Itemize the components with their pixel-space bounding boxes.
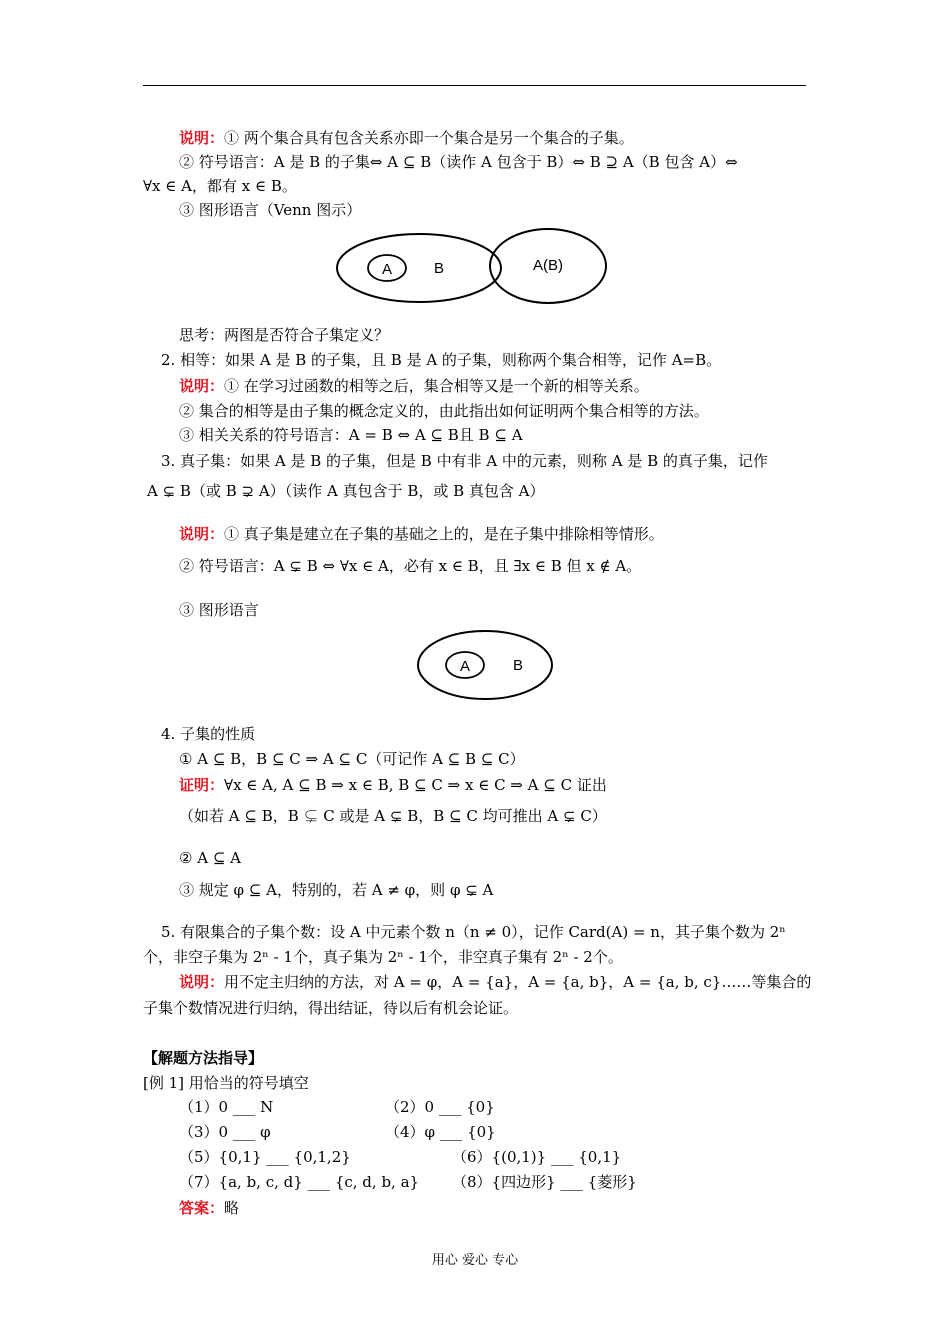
label-b: B [433,260,445,277]
header-rule [143,85,806,86]
section-4-heading: 4. 子集的性质 [161,725,256,743]
method-heading: 【解题方法指导】 [143,1049,264,1067]
ellipse-b [418,631,552,699]
question-6: （6）{(0,1)} ___ {0,1} [452,1148,622,1166]
question-8: （8）{四边形} ___ {菱形} [452,1173,637,1191]
section-3-proper-subset: 3. 真子集：如果 A 是 B 的子集，但是 B 中有非 A 中的元素，则称 A 是 B 的真子集，记作 [161,452,768,470]
section-5-note-cont: 子集个数情况进行归纳，得出结证，待以后有机会论证。 [143,999,519,1017]
symbol-language-line: ② 符号语言：A 是 B 的子集⇔ A ⊆ B（读作 A 包含于 B）⇔ B ⊇ A（B 包含 A）⇔ [179,153,738,171]
venn-diagram-subset [336,228,636,308]
question-5: （5）{0,1} ___ {0,1,2} [179,1148,351,1166]
note-line-1: 说明：① 两个集合具有包含关系亦即一个集合是另一个集合的子集。 [179,129,634,147]
question-3: （3）0 ___ φ [179,1123,271,1141]
section-2-equality: 2. 相等：如果 A 是 B 的子集，且 B 是 A 的子集，则称两个集合相等，记作 A=B。 [161,351,722,369]
section-4-property-2: ② A ⊆ A [179,849,241,867]
question-7: （7）{a, b, c, d} ___ {c, d, b, a} [179,1173,420,1191]
section-3-note-2: ② 符号语言：A ⊊ B ⇔ ∀x ∈ A，必有 x ∈ B，且 ∃x ∈ B 但 x ∉ A。 [179,557,642,575]
question-4: （4）φ ___ {0} [385,1123,496,1141]
section-3-note-1: 说明：① 真子集是建立在子集的基础之上的，是在子集中排除相等情形。 [179,525,664,543]
section-4-proof: 证明：∀x ∈ A, A ⊆ B ⇒ x ∈ B, B ⊆ C ⇒ x ∈ C ⇒ A ⊆ C 证出 [179,776,607,794]
section-2-note-2: ② 集合的相等是由子集的概念定义的，由此指出如何证明两个集合相等的方法。 [179,402,709,420]
section-5-count-cont: 个，非空子集为 2ⁿ - 1个，真子集为 2ⁿ - 1个，非空真子集有 2ⁿ - 2个。 [143,948,623,966]
label-a: A [459,658,471,675]
venn-heading: ③ 图形语言（Venn 图示） [179,201,362,219]
label-ab: A(B) [533,257,563,274]
venn-diagram-proper-subset [416,628,556,702]
section-3-note-3: ③ 图形语言 [179,601,259,619]
symbol-language-cont: ∀x ∈ A，都有 x ∈ B。 [143,177,297,195]
label-b: B [512,657,524,674]
section-4-remark: （如若 A ⊆ B，B ⊊ C 或是 A ⊊ B，B ⊆ C 均可推出 A ⊊ C） [179,807,607,825]
label-a: A [381,261,393,278]
section-4-property-3: ③ 规定 φ ⊆ A，特别的，若 A ≠ φ，则 φ ⊊ A [179,881,494,899]
answer-line: 答案：略 [179,1199,240,1217]
example-1-title: [例 1] 用恰当的符号填空 [143,1074,309,1092]
page-footer: 用心 爱心 专心 [431,1253,519,1268]
section-5-count: 5. 有限集合的子集个数：设 A 中元素个数 n（n ≠ 0），记作 Card(A) = n，其子集个数为 2ⁿ [161,923,786,941]
question-1: （1）0 ___ N [179,1098,274,1116]
section-5-note: 说明：用不定主归纳的方法，对 A = φ，A = {a}，A = {a, b}，A = {a, b, c}……等集合的 [179,973,812,991]
section-4-property-1: ① A ⊆ B，B ⊆ C ⇒ A ⊆ C（可记作 A ⊆ B ⊆ C） [179,750,525,768]
ellipse-b [337,234,501,302]
question-2: （2）0 ___ {0} [385,1098,495,1116]
think-question: 思考：两图是否符合子集定义？ [179,326,390,344]
section-2-note-3: ③ 相关关系的符号语言：A = B ⇔ A ⊆ B且 B ⊆ A [179,426,523,444]
section-2-note-1: 说明：① 在学习过函数的相等之后，集合相等又是一个新的相等关系。 [179,377,649,395]
section-3-notation: A ⊊ B（或 B ⊋ A）（读作 A 真包含于 B，或 B 真包含 A） [147,482,545,500]
